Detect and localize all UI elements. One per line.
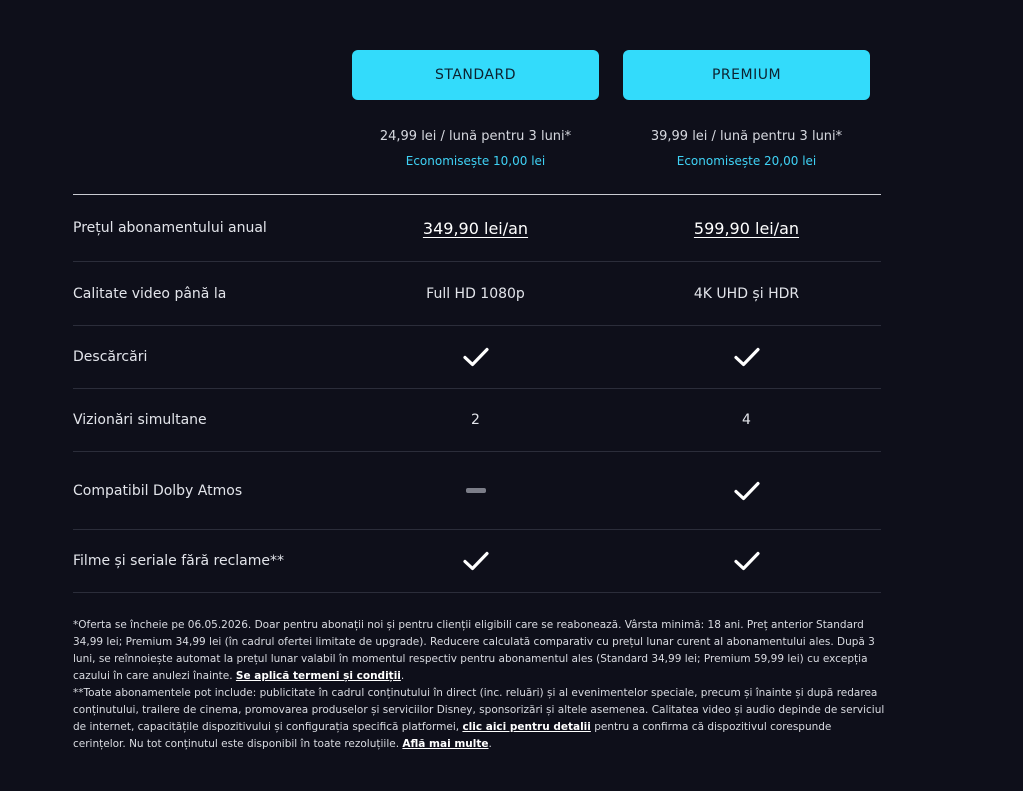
footnote-offer	[73, 617, 885, 685]
standard-monthly-price: 24,99 lei / lună pentru 3 luni*	[379, 129, 572, 144]
row-simultaneous-streams	[73, 389, 881, 452]
footnote-ads	[73, 685, 885, 753]
standard-video-cell: Full HD 1080p	[426, 285, 525, 302]
standard-plan-button[interactable]: STANDARD	[352, 50, 599, 100]
standard-annual-price-link[interactable]: 349,90 lei/an	[422, 218, 529, 238]
details-link[interactable]: clic aici pentru detalii	[462, 721, 591, 733]
standard-savings: Economisește 10,00 lei	[405, 154, 546, 168]
standard-noads-cell	[352, 551, 599, 571]
standard-annual-cell	[352, 219, 599, 238]
row-label-noads: Filme și seriale fără reclame**	[73, 553, 285, 569]
premium-dolby-cell	[623, 481, 870, 501]
premium-streams-cell: 4	[742, 412, 751, 428]
check-icon	[734, 481, 760, 501]
row-dolby-atmos	[73, 452, 881, 530]
premium-monthly-price: 39,99 lei / lună pentru 3 luni*	[650, 129, 843, 144]
footnote-offer-end: .	[400, 670, 405, 682]
terms-link[interactable]: Se aplică termeni și condiții	[235, 670, 401, 682]
row-label-downloads: Descărcări	[73, 349, 148, 365]
check-icon	[463, 551, 489, 571]
premium-plan-button[interactable]: PREMIUM	[623, 50, 870, 100]
premium-downloads-cell	[623, 347, 870, 367]
row-no-ads	[73, 530, 881, 593]
row-label-dolby: Compatibil Dolby Atmos	[73, 482, 243, 499]
row-label-annual: Prețul abonamentului anual	[73, 220, 267, 236]
footnote-ads-mid: pentru a confirma că dispozitivul corespunde cerințelor. Nu tot conținutul este disponibil în toate rezoluțiile.	[73, 721, 832, 750]
row-label-streams: Vizionări simultane	[73, 412, 207, 428]
row-video-quality	[73, 262, 881, 326]
footnote-offer-text: *Oferta se încheie pe 06.05.2026. Doar pentru abonații noi și pentru clienții eligibili care se reabonează. Vârsta minimă: 18 ani. Preț anterior Standard 34,99 lei; Premium 34,99 lei (în cadrul ofertei limitate de upgrade). Reducere calculată comparativ cu prețul lunar curent al abonamentului ales. După 3 luni, se reînnoiește automat la prețul lunar valabil în momentul respectiv pentru abonamentul ales (Standard 34,99 lei; Premium 59,99 lei) cu excepția cazului în care anulezi înainte.	[73, 619, 875, 682]
learn-more-link[interactable]: Află mai multe	[402, 738, 489, 750]
footnote	[73, 617, 885, 753]
row-annual-price	[73, 195, 881, 262]
check-icon	[463, 347, 489, 367]
standard-streams-cell: 2	[471, 412, 480, 428]
standard-downloads-cell	[352, 347, 599, 367]
footnote-ads-end: .	[488, 738, 492, 750]
dash-icon	[466, 488, 486, 493]
row-label-video: Calitate video până la	[73, 285, 227, 302]
row-downloads	[73, 326, 881, 389]
footnote-ads-text: **Toate abonamentele pot include: publicitate în cadrul conținutului în direct (inc. reluări) și al evenimentelor speciale, precum și înainte și după redarea conținutului, trailere de cinema, promovarea produselor și serviciilor Disney, sponsorizări și altele asemenea. Calitatea video și audio depinde de serviciul de internet, capacitățile dispozitivului și configurația specifică platformei,	[73, 687, 885, 733]
premium-annual-cell	[623, 219, 870, 238]
standard-price-block	[352, 127, 599, 169]
standard-dolby-cell	[352, 488, 599, 493]
premium-annual-price-link[interactable]: 599,90 lei/an	[693, 218, 800, 238]
premium-video-cell: 4K UHD și HDR	[693, 285, 800, 302]
check-icon	[734, 551, 760, 571]
check-icon	[734, 347, 760, 367]
premium-savings: Economisește 20,00 lei	[676, 154, 817, 168]
premium-noads-cell	[623, 551, 870, 571]
premium-price-block	[623, 127, 870, 169]
